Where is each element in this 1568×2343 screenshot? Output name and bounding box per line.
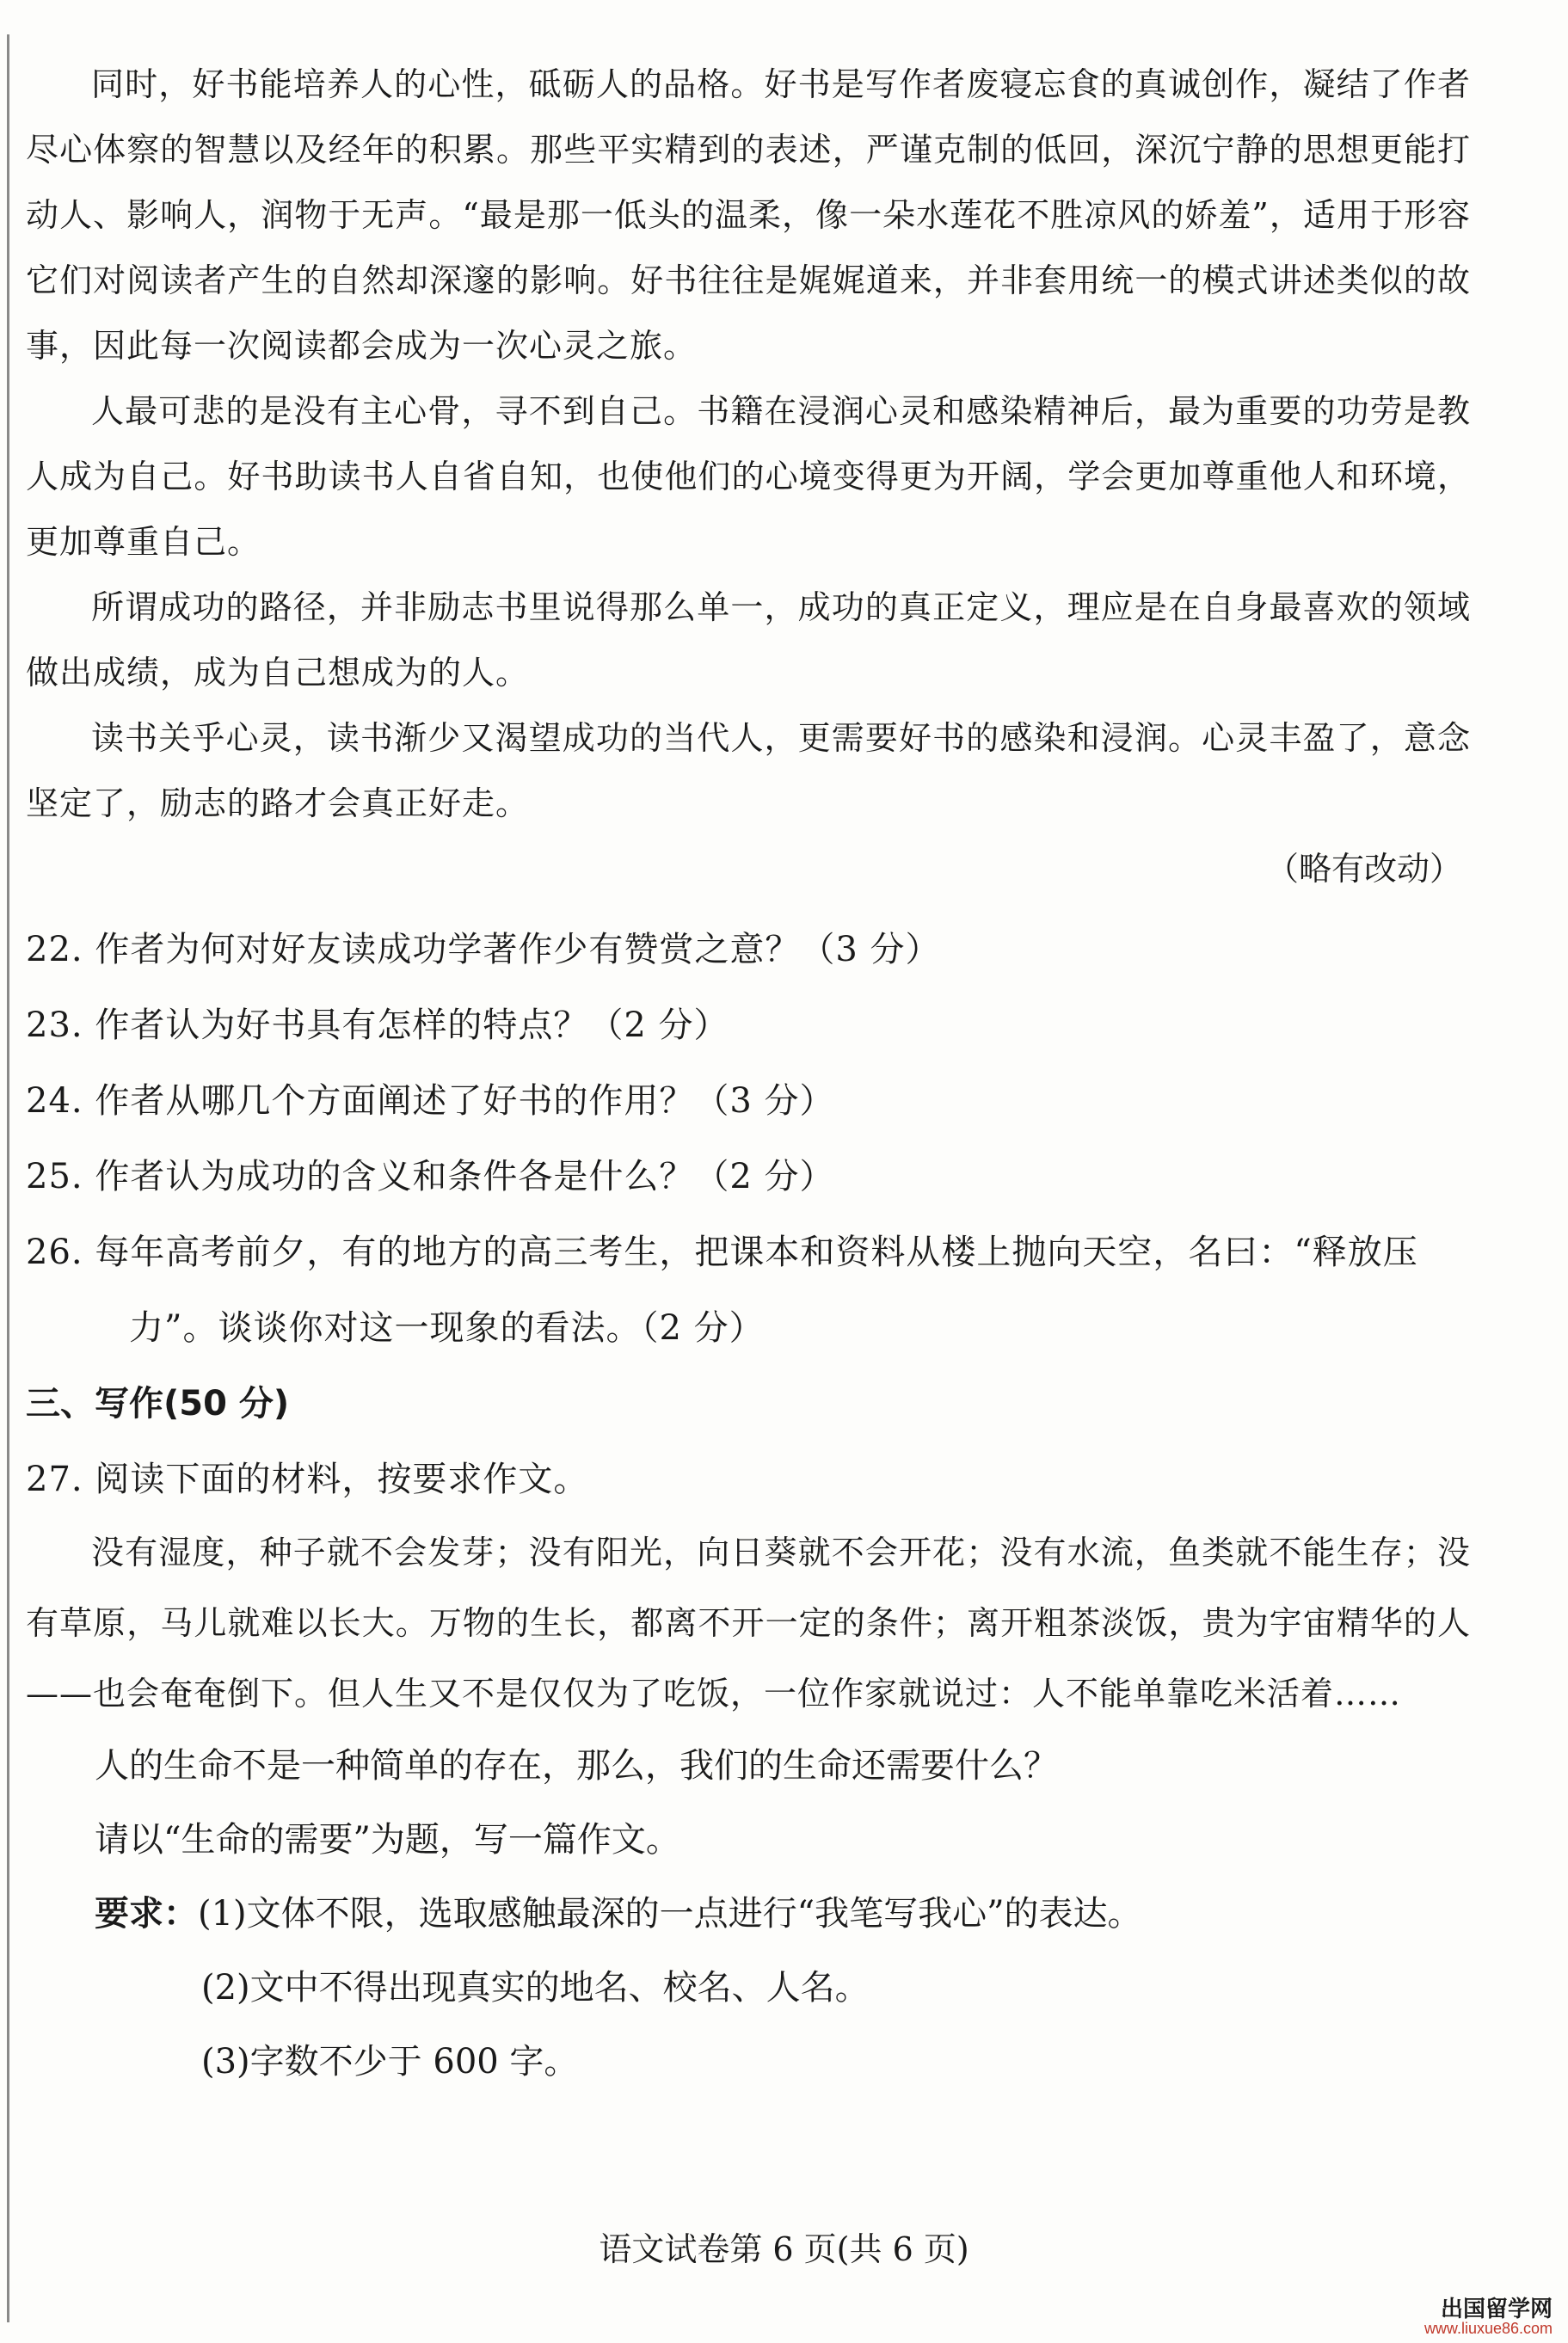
passage-paragraph: 所谓成功的路径，并非励志书里说得那么单一，成功的真正定义，理应是在自身最喜欢的领域做出成绩，成为自己想成为的人。 xyxy=(26,588,1471,692)
passage-paragraph: 人最可悲的是没有主心骨，寻不到自己。书籍在浸润心灵和感染精神后，最为重要的功劳是教人成为自己。好书助读书人自省自知，也使他们的心境变得更为开阔，学会更加尊重他人和环境，更加尊重自己。 xyxy=(26,392,1471,561)
adaptation-note: （略有改动） xyxy=(1265,850,1462,888)
page-binding-edge xyxy=(7,34,9,2322)
writing-material: 没有湿度，种子就不会发芽；没有阳光，向日葵就不会开花；没有水流，鱼类就不能生存；没有草原，马儿就难以长大。万物的生长，都离不开一定的条件；离开粗茶淡饭，贵为宇宙精华的人——也会奄奄倒下。但人生又不是仅仅为了吃饭，一位作家就说过：人不能单靠吃米活着…… xyxy=(26,1534,1471,1713)
question-24: 24. 作者从哪几个方面阐述了好书的作用？（3 分） xyxy=(26,1081,835,1121)
site-watermark xyxy=(1424,2297,1553,2338)
writing-section xyxy=(26,1366,1471,2099)
passage-paragraph: 同时，好书能培养人的心性，砥砺人的品格。好书是写作者废寝忘食的真诚创作，凝结了作者尽心体察的智慧以及经年的积累。那些平实精到的表述，严谨克制的低回，深沉宁静的思想更能打动人、影响人，润物于无声。“最是那一低头的温柔，像一朵水莲花不胜凉风的娇羞”，适用于形容它们对阅读者产生的自然却深邃的影响。好书往往是娓娓道来，并非套用统一的模式讲述类似的故事，因此每一次阅读都会成为一次心灵之旅。 xyxy=(26,65,1471,365)
watermark-url: www.liuxue86.com xyxy=(1423,2320,1553,2338)
passage-paragraph: 读书关乎心灵，读书渐少又渴望成功的当代人，更需要好书的感染和浸润。心灵丰盈了，意念坚定了，励志的路才会真正好走。 xyxy=(26,719,1471,822)
requirement-item: (3)字数不少于 600 字。 xyxy=(201,2042,579,2082)
section-title: 三、写作(50 分) xyxy=(26,1384,290,1424)
question-27: 27. 阅读下面的材料，按要求作文。 xyxy=(26,1460,589,1499)
question-22: 22. 作者为何对好友读成功学著作少有赞赏之意？（3 分） xyxy=(26,930,941,969)
reading-passage xyxy=(26,52,1471,901)
requirement-item: (2)文中不得出现真实的地名、校名、人名。 xyxy=(201,1968,870,2008)
question-25: 25. 作者认为成功的含义和条件各是什么？（2 分） xyxy=(26,1157,835,1196)
page-content xyxy=(26,52,1471,2099)
watermark-name: 出国留学网 xyxy=(1440,2295,1553,2321)
question-23: 23. 作者认为好书具有怎样的特点？（2 分） xyxy=(26,1005,729,1045)
question-26: 26. 每年高考前夕，有的地方的高三考生，把课本和资料从楼上抛向天空，名曰：“释放压力”。谈谈你对这一现象的看法。（2 分） xyxy=(26,1233,1418,1348)
requirement-item: (1)文体不限，选取感触最深的一点进行“我笔写我心”的表达。 xyxy=(198,1894,1142,1934)
requirement-first xyxy=(26,1877,1471,1951)
writing-title-instruction: 请以“生命的需要”为题，写一篇作文。 xyxy=(95,1820,680,1860)
writing-prompt: 人的生命不是一种简单的存在，那么，我们的生命还需要什么？ xyxy=(95,1746,1058,1786)
page-footer: 语文试卷第 6 页(共 6 页) xyxy=(599,2230,969,2268)
question-list xyxy=(26,912,1471,1366)
requirements-label: 要求： xyxy=(95,1894,198,1934)
